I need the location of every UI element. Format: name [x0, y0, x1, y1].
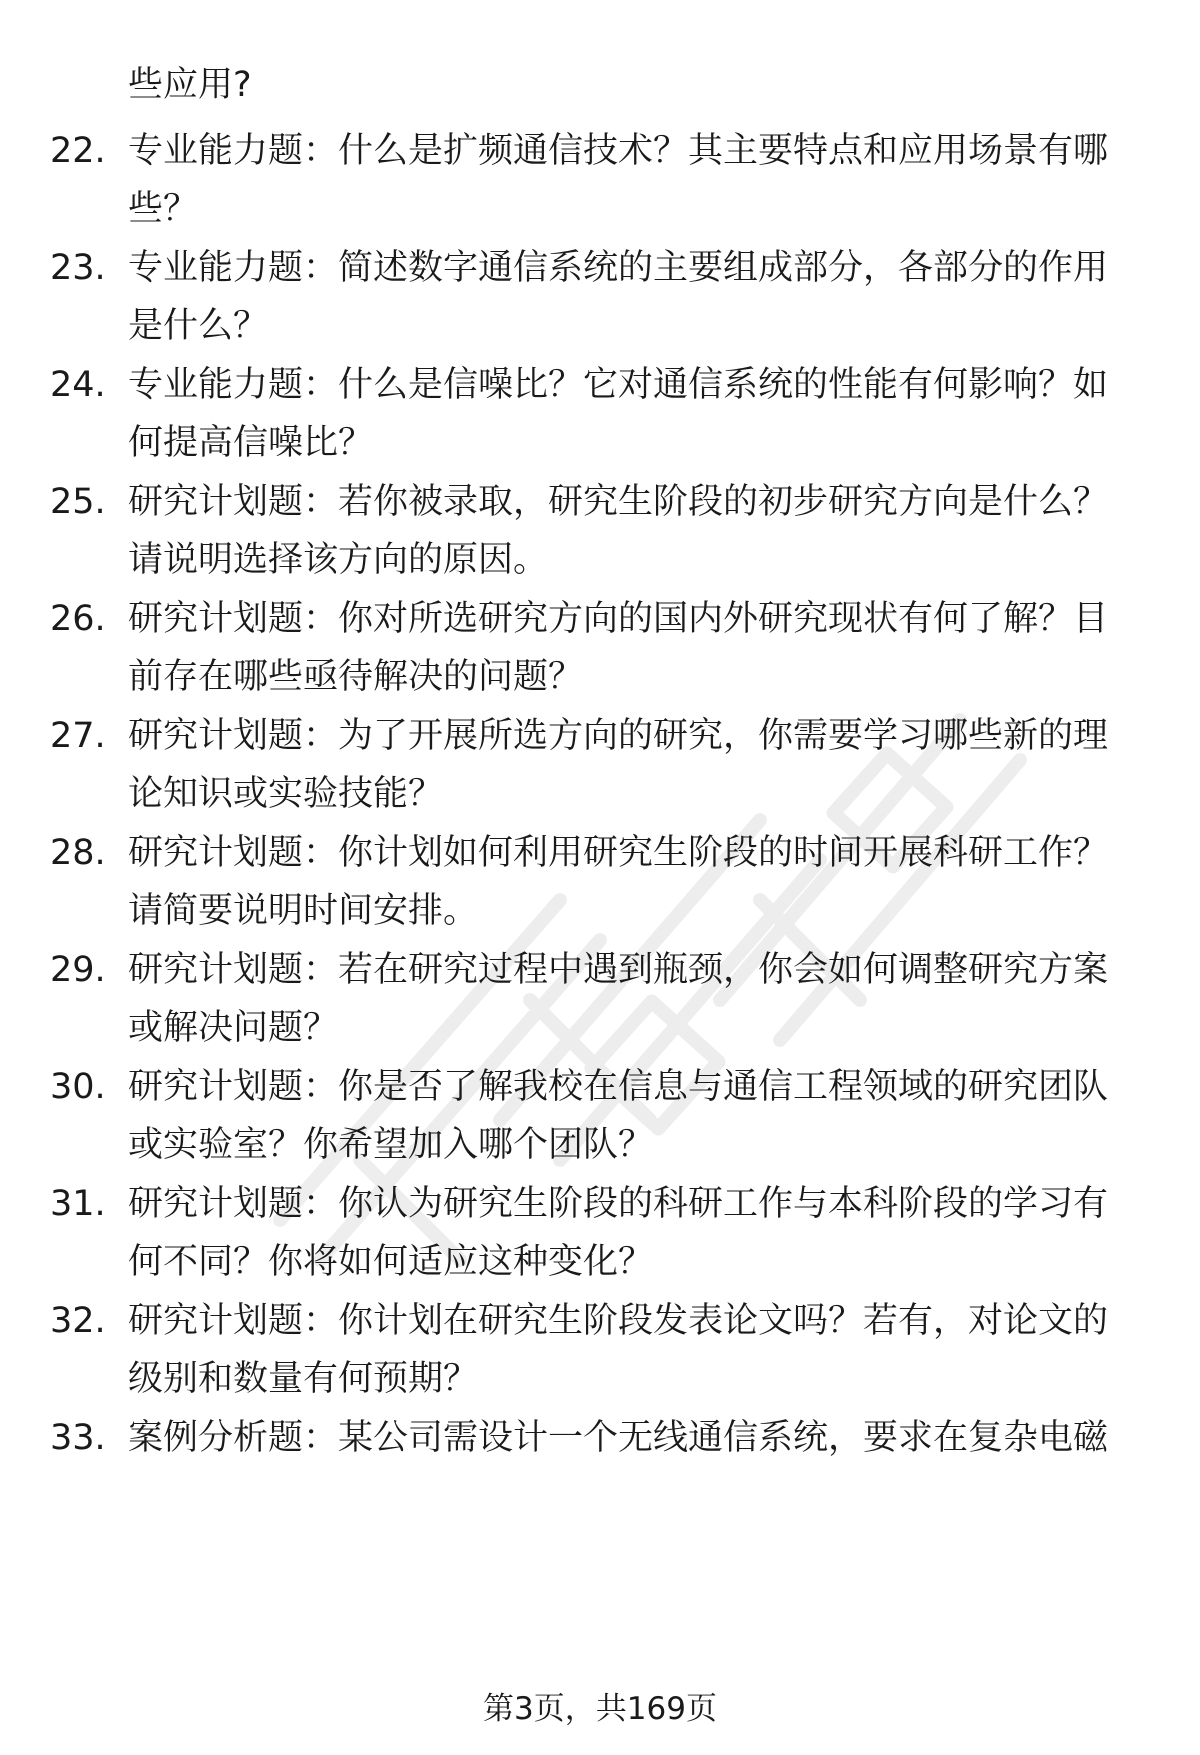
question-text: [128, 239, 1138, 355]
question-text-line: 是什么？: [128, 306, 269, 346]
question-text-line: 些？: [128, 189, 199, 229]
question-text-line: 案例分析题：某公司需设计一个无线通信系统，要求在复杂电磁: [128, 1418, 1109, 1458]
carry-over-text: 些应用?: [128, 65, 252, 105]
question-number: 22.: [50, 131, 106, 171]
question-text: [128, 707, 1138, 823]
question-text-line: 级别和数量有何预期？: [128, 1359, 479, 1399]
question-text-line: 或解决问题？: [128, 1008, 339, 1048]
question-text-line: 研究计划题：你认为研究生阶段的科研工作与本科阶段的学习有: [128, 1184, 1109, 1224]
question-text-line: 研究计划题：你是否了解我校在信息与通信工程领域的研究团队: [128, 1067, 1109, 1107]
question-number: 28.: [50, 833, 106, 873]
question-text: [128, 941, 1138, 1057]
question-text: [128, 122, 1138, 238]
question-text-line: 研究计划题：为了开展所选方向的研究，你需要学习哪些新的理: [128, 716, 1109, 756]
question-text-line: 专业能力题：简述数字通信系统的主要组成部分，各部分的作用: [128, 248, 1109, 288]
question-text: [128, 1292, 1138, 1408]
question-text-line: 何不同？你将如何适应这种变化？: [128, 1242, 654, 1282]
question-text: [128, 473, 1138, 589]
question-number: 25.: [50, 482, 106, 522]
question-number: 30.: [50, 1067, 106, 1107]
question-text: [128, 590, 1138, 706]
question-number: 23.: [50, 248, 106, 288]
question-text-line: 前存在哪些亟待解决的问题？: [128, 657, 584, 697]
question-text-line: 或实验室？你希望加入哪个团队？: [128, 1125, 654, 1165]
question-text-line: 研究计划题：若在研究过程中遇到瓶颈，你会如何调整研究方案: [128, 950, 1109, 990]
question-text-line: 研究计划题：若你被录取，研究生阶段的初步研究方向是什么？: [128, 482, 1109, 522]
question-number: 26.: [50, 599, 106, 639]
question-text: [128, 824, 1138, 940]
question-number: 31.: [50, 1184, 106, 1224]
question-text-line: 专业能力题：什么是信噪比？它对通信系统的性能有何影响？如: [128, 365, 1109, 405]
question-number: 24.: [50, 365, 106, 405]
question-text-line: 请说明选择该方向的原因。: [128, 540, 549, 580]
question-text-line: 请简要说明时间安排。: [128, 891, 479, 931]
question-text: [128, 1409, 1138, 1467]
question-text: [128, 1175, 1138, 1291]
question-text: [128, 1058, 1138, 1174]
question-number: 32.: [50, 1301, 106, 1341]
question-text: [128, 356, 1138, 472]
question-text-line: 研究计划题：你计划如何利用研究生阶段的时间开展科研工作？: [128, 833, 1109, 873]
question-number: 29.: [50, 950, 106, 990]
question-text-line: 研究计划题：你计划在研究生阶段发表论文吗？若有，对论文的: [128, 1301, 1109, 1341]
question-text-line: 研究计划题：你对所选研究方向的国内外研究现状有何了解？目: [128, 599, 1109, 639]
question-number: 33.: [50, 1418, 106, 1458]
question-text-line: 何提高信噪比？: [128, 423, 374, 463]
question-text-line: 论知识或实验技能？: [128, 774, 444, 814]
question-number: 27.: [50, 716, 106, 756]
question-text-line: 专业能力题：什么是扩频通信技术？其主要特点和应用场景有哪: [128, 131, 1109, 171]
page-footer: 第3页，共169页: [483, 1691, 717, 1727]
